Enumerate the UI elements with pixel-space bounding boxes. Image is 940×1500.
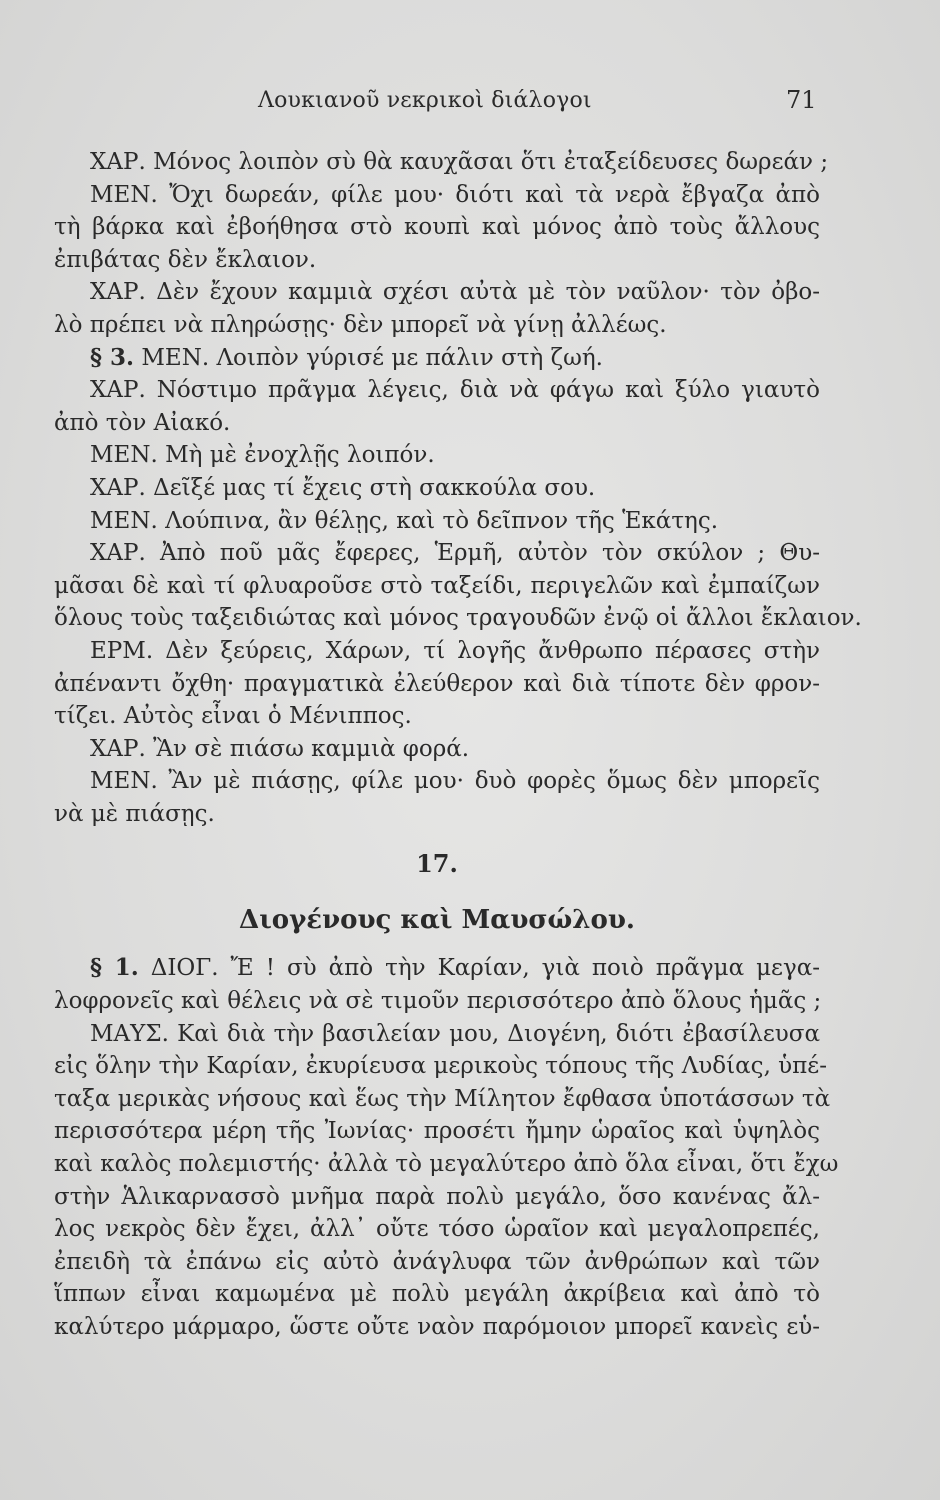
text-line: ἀπὸ τὸν Αἰακό.: [54, 409, 231, 436]
text-line: λὸ πρέπει νὰ πληρώσῃς· δὲν μπορεῖ νὰ γίνῃ ἀλλέως.: [54, 311, 667, 338]
dialogue-title: Διογένους καὶ Μαυσώλου.: [239, 905, 635, 936]
text-line: καὶ καλὸς πολεμιστής· ἀλλὰ τὸ μεγαλύτερο ἀπὸ ὅλα εἶναι, ὅτι ἔχω: [54, 1151, 839, 1178]
text-line: ἐπιβάτας δὲν ἔκλαιον.: [54, 246, 317, 273]
text-line: ΜΕΝ. Λούπινα, ἂν θέλῃς, καὶ τὸ δεῖπνον τῆς Ἑκάτης.: [90, 507, 719, 534]
text-line: ὅλους τοὺς ταξειδιώτας καὶ μόνος τραγουδῶν ἐνῷ οἱ ἄλλοι ἔκλαιον.: [54, 605, 862, 632]
section-mark: § 3.: [90, 343, 135, 371]
text-line: ΜΕΝ. Ἂν μὲ πιάσῃς, φίλε μου· δυὸ φορὲς ὅμως δὲν μπορεῖς: [90, 768, 820, 795]
text-line: ΜΕΝ. Μὴ μὲ ἐνοχλῇς λοιπόν.: [90, 442, 435, 469]
text-line: ΜΑΥΣ. Καὶ διὰ τὴν βασιλείαν μου, Διογένη, διότι ἐβασίλευσα: [90, 1020, 820, 1047]
text-line: εἰς ὅλην τὴν Καρίαν, ἐκυρίευσα μερικοὺς τόπους τῆς Λυδίας, ὑπέ-: [54, 1053, 827, 1080]
text-line: τὴ βάρκα καὶ ἐβοήθησα στὸ κουπὶ καὶ μόνος ἀπὸ τοὺς ἄλλους: [54, 214, 820, 241]
text-line: ΧΑΡ. Μόνος λοιπὸν σὺ θὰ καυχᾶσαι ὅτι ἐταξείδευσες δωρεάν ;: [90, 149, 829, 175]
body-text: [54, 146, 862, 1344]
running-head: Λουκιανοῦ νεκρικοὶ διάλογοι: [258, 88, 592, 113]
text-line: ταξα μερικὰς νήσους καὶ ἕως τὴν Μίλητον ἔφθασα ὑποτάσσων τὰ: [54, 1085, 831, 1112]
text-line: μᾶσαι δὲ καὶ τί φλυαροῦσε στὸ ταξείδι, περιγελῶν καὶ ἐμπαίζων: [54, 572, 820, 599]
text-line: τίζει. Αὐτὸς εἶναι ὁ Μένιππος.: [54, 703, 412, 730]
text-line: [54, 952, 820, 985]
page-number: 71: [786, 86, 817, 114]
text-line: ΕΡΜ. Δὲν ξεύρεις, Χάρων, τί λογῆς ἄνθρωπο πέρασες στὴν: [90, 637, 820, 664]
text-line: ἐπειδὴ τὰ ἐπάνω εἰς αὐτὸ ἀνάγλυφα τῶν ἀνθρώπων καὶ τῶν: [54, 1248, 820, 1275]
text-line: νὰ μὲ πιάσῃς.: [54, 800, 215, 827]
text-line: λοφρονεῖς καὶ θέλεις νὰ σὲ τιμοῦν περισσότερο ἀπὸ ὅλους ἡμᾶς ;: [54, 988, 822, 1015]
text-line: στὴν Ἁλικαρνασσὸ μνῆμα παρὰ πολὺ μεγάλο, ὅσο κανένας ἄλ-: [54, 1183, 820, 1210]
text-line: ΜΕΝ. Ὄχι δωρεάν, φίλε μου· διότι καὶ τὰ νερὰ ἔβγαζα ἀπὸ: [90, 181, 820, 208]
text-line: περισσότερα μέρη τῆς Ἰωνίας· προσέτι ἤμην ὡραῖος καὶ ὑψηλὸς: [54, 1118, 820, 1145]
text-line: ΧΑΡ. Ἂν σὲ πιάσω καμμιὰ φορά.: [90, 735, 470, 762]
text-line: ἀπέναντι ὄχθη· πραγματικὰ ἐλεύθερον καὶ διὰ τίποτε δὲν φρον-: [54, 670, 820, 697]
text-line: ἵππων εἶναι καμωμένα μὲ πολὺ μεγάλη ἀκρίβεια καὶ ἀπὸ τὸ: [54, 1281, 820, 1308]
text-line: ΧΑΡ. Δεῖξέ μας τί ἔχεις στὴ σακκούλα σου.: [90, 474, 596, 501]
text-line: καλύτερο μάρμαρο, ὥστε οὔτε ναὸν παρόμοιον μπορεῖ κανεὶς εὑ-: [54, 1314, 820, 1340]
text-line: ΧΑΡ. Δὲν ἔχουν καμμιὰ σχέσι αὐτὰ μὲ τὸν ναῦλον· τὸν ὀβο-: [90, 279, 820, 306]
speaker-line: ΜΕΝ. Λοιπὸν γύρισέ με πάλιν στὴ ζωή.: [141, 344, 603, 371]
section-mark: § 1.: [90, 954, 139, 982]
text-line: ΧΑΡ. Ἀπὸ ποῦ μᾶς ἔφερες, Ἑρμῆ, αὐτὸν τὸν σκύλον ; Θυ-: [90, 540, 820, 567]
speaker-line: ΔΙΟΓ. Ἔ ! σὺ ἀπὸ τὴν Καρίαν, γιὰ ποιὸ πρᾶγμα μεγα-: [150, 955, 821, 982]
dialogue-number: 17.: [416, 849, 458, 879]
text-line: ΧΑΡ. Νόστιμο πρᾶγμα λέγεις, διὰ νὰ φάγω καὶ ξύλο γιαυτὸ: [90, 377, 820, 404]
text-line: [54, 342, 820, 375]
text-line: λος νεκρὸς δὲν ἔχει, ἀλλ᾽ οὔτε τόσο ὡραῖον καὶ μεγαλοπρεπές,: [54, 1216, 820, 1243]
